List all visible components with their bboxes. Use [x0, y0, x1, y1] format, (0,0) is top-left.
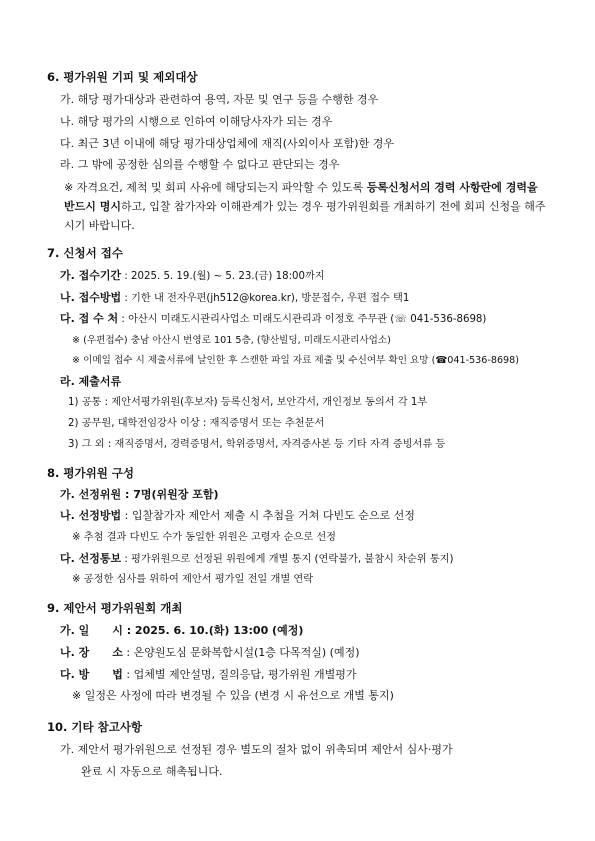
period-label: 가. 접수기간: [60, 269, 122, 282]
office-value: : 아산시 미래도시관리사업소 미래도시관리과 이정호 주무관 (☏ 041-536-8698): [118, 314, 487, 325]
docs-item: 3) 그 외 : 재직증명서, 경력증명서, 학위증명서, 자격증사본 등 기타 자격 증빙서류 등: [68, 439, 446, 450]
section-9-title: 9. 제안서 평가위원회 개최: [47, 601, 183, 615]
place-value: : 온양원도심 문화복합시설(1층 다목적실) (예정): [122, 646, 360, 659]
notice-value: : 평가위원으로 선정된 위원에게 개별 통지 (연락불가, 불참시 차순위 통지): [121, 554, 454, 565]
section-10-title: 10. 기타 참고사항: [47, 720, 143, 734]
procedure-value: : 업체별 제안설명, 질의응답, 평가위원 개별평가: [122, 668, 357, 681]
period-row: [60, 268, 325, 285]
email-note: ※ 이메일 접수 시 제출서류에 날인한 후 스캔한 파일 자료 제출 및 수신여부 확인 요망 (☎041-536-8698): [72, 355, 520, 366]
section-7-title: 7. 신청서 접수: [47, 246, 123, 260]
section-6-title: 6. 평가위원 기피 및 제외대상: [47, 70, 198, 84]
section-10-item-continued: 완료 시 자동으로 해촉됩니다.: [81, 765, 223, 778]
post-note: ※ (우편접수) 충남 아산시 번영로 101 5층, (향산빌딩, 미래도시관리사업소): [72, 335, 391, 346]
procedure-row: [60, 667, 356, 683]
office-label: 다. 접 수 처: [60, 312, 119, 325]
section-10-item: 가. 제안서 평가위원으로 선정된 경우 별도의 절차 없이 위촉되며 제안서 심사·평가: [60, 743, 453, 756]
place-label: 나. 장 소: [60, 646, 123, 659]
count-value: : 7명(위원장 포함): [121, 488, 219, 501]
place-row: [60, 645, 360, 661]
note-text: 하고, 입찰 참가자와 이해관계가 있는 경우 평가위원회를 개최하기 전에 회피 신청을 해주시기 바랍니다.: [64, 200, 546, 232]
selection-row: [60, 508, 415, 524]
count-row: [60, 487, 219, 503]
section-6-note: [64, 178, 548, 235]
date-row: [60, 623, 303, 639]
note-emphasis: 등록신청서의 경력 사항란에 경력을 반드시 명시: [64, 181, 538, 213]
schedule-note: ※ 일정은 사정에 따라 변경될 수 있음 (변경 시 유선으로 개별 통지): [72, 689, 394, 702]
date-value: : 2025. 6. 10.(화) 13:00 (예정): [122, 624, 304, 637]
docs-label: 라. 제출서류: [60, 375, 122, 388]
notice-label: 다. 선정통보: [60, 552, 122, 565]
period-value: : 2025. 5. 19.(월) ~ 5. 23.(금) 18:00까지: [121, 271, 325, 282]
section-6-item: 가. 해당 평가대상과 관련하여 용역, 자문 및 연구 등을 수행한 경우: [60, 93, 379, 106]
section-8-title: 8. 평가위원 구성: [47, 466, 135, 480]
selection-note: ※ 추첨 결과 다빈도 수가 동일한 위원은 고령자 순으로 선정: [72, 532, 337, 543]
method-value: : 기한 내 전자우편(jh512@korea.kr), 방문접수, 우편 접수 택1: [121, 293, 410, 304]
selection-value: : 입찰참가자 제안서 제출 시 추첨을 거쳐 다빈도 순으로 선정: [121, 509, 415, 522]
procedure-label: 다. 방 법: [60, 668, 123, 681]
method-label: 나. 접수방법: [60, 291, 122, 304]
count-label: 가. 선정위원: [60, 488, 122, 501]
section-6-item: 다. 최근 3년 이내에 해당 평가대상업체에 재직(사외이사 포함)한 경우: [60, 137, 394, 150]
method-row: [60, 290, 409, 307]
office-row: [60, 311, 486, 328]
selection-label: 나. 선정방법: [60, 509, 122, 522]
notice-note: ※ 공정한 심사를 위하여 제안서 평가일 전일 개별 연락: [72, 574, 314, 585]
docs-item: 2) 공무원, 대학전임강사 이상 : 재직증명서 또는 추천문서: [68, 418, 325, 429]
note-text: ※ 자격요건, 제척 및 회피 사유에 해당되는지 파악할 수 있도록: [64, 181, 367, 194]
section-6-item: 라. 그 밖에 공정한 심의를 수행할 수 없다고 판단되는 경우: [60, 158, 340, 171]
date-label: 가. 일 시: [60, 624, 123, 637]
notice-row: [60, 551, 454, 568]
section-6-item: 나. 해당 평가의 시행으로 인하여 이해당사자가 되는 경우: [60, 115, 333, 128]
docs-item: 1) 공통 : 제안서평가위원(후보자) 등록신청서, 보안각서, 개인정보 동의서 각 1부: [68, 397, 428, 408]
